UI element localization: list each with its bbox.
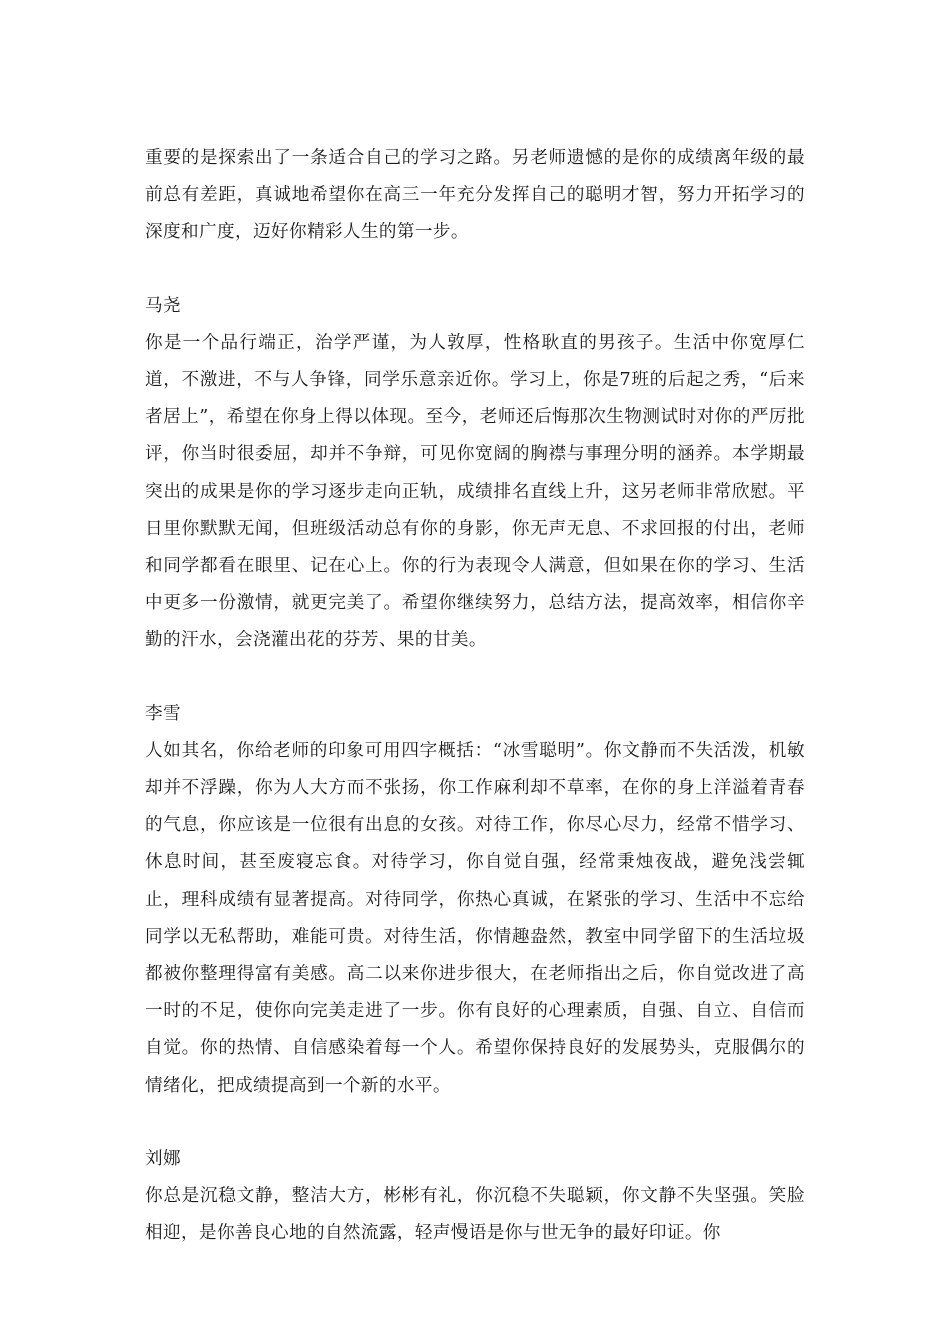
student-name-ma-yao: 马尧	[145, 295, 181, 316]
section-gap	[145, 660, 805, 696]
student-name-li-xue: 李雪	[145, 703, 181, 724]
student-comment-liu-na: 你总是沉稳文静，整洁大方，彬彬有礼，你沉稳不失聪颖，你文静不失坚强。笑脸相迎，是你善良心地的自然流露，轻声慢语是你与世无争的最好印证。你	[145, 1186, 805, 1244]
student-comment-li-xue: 人如其名，你给老师的印象可用四字概括：“冰雪聪明”。你文静而不失活泼，机敏却并不浮躁，你为人大方而不张扬，你工作麻利却不草率，在你的身上洋溢着青春的气息，你应该是一位很有出息的女孩。对待工作，你尽心尽力，经常不惜学习、休息时间，甚至废寝忘食。对待学习，你自觉自强，经常秉烛夜战，避免浅尝辄止，理科成绩有显著提高。对待同学，你热心真诚，在紧张的学习、生活中不忘给同学以无私帮助，难能可贵。对待生活，你情趣盎然，教室中同学留下的生活垃圾都被你整理得富有美感。高二以来你进步很大，在老师指出之后，你自觉改进了高一时的不足，使你向完美走进了一步。你有良好的心理素质，自强、自立、自信而自觉。你的热情、自信感染着每一个人。希望你保持良好的发展势头，克服偶尔的情绪化，把成绩提高到一个新的水平。	[145, 740, 805, 1096]
student-comment-ma-yao: 你是一个品行端正，治学严谨，为人敦厚，性格耿直的男孩子。生活中你宽厚仁道，不激进，不与人争锋，同学乐意亲近你。学习上，你是7班的后起之秀，“后来者居上”，希望在你身上得以体现。至今，老师还后悔那次生物测试时对你的严厉批评，你当时很委屈，却并不争辩，可见你宽阔的胸襟与事理分明的涵养。本学期最突出的成果是你的学习逐步走向正轨，成绩排名直线上升，这另老师非常欣慰。平日里你默默无闻，但班级活动总有你的身影，你无声无息、不求回报的付出，老师和同学都看在眼里、记在心上。你的行为表现令人满意，但如果在你的学习、生活中更多一份激情，就更完美了。希望你继续努力，总结方法，提高效率，相信你辛勤的汗水，会浇灌出花的芬芳、果的甘美。	[145, 332, 805, 651]
student-name-liu-na: 刘娜	[145, 1148, 181, 1169]
section-gap	[145, 252, 805, 288]
intro-paragraph: 重要的是探索出了一条适合自己的学习之路。另老师遗憾的是你的成绩离年级的最前总有差距，真诚地希望你在高三一年充分发挥自己的聪明才智，努力开拓学习的深度和广度，迈好你精彩人生的第一步。	[145, 148, 805, 243]
section-gap	[145, 1105, 805, 1141]
document-body	[145, 140, 805, 1252]
